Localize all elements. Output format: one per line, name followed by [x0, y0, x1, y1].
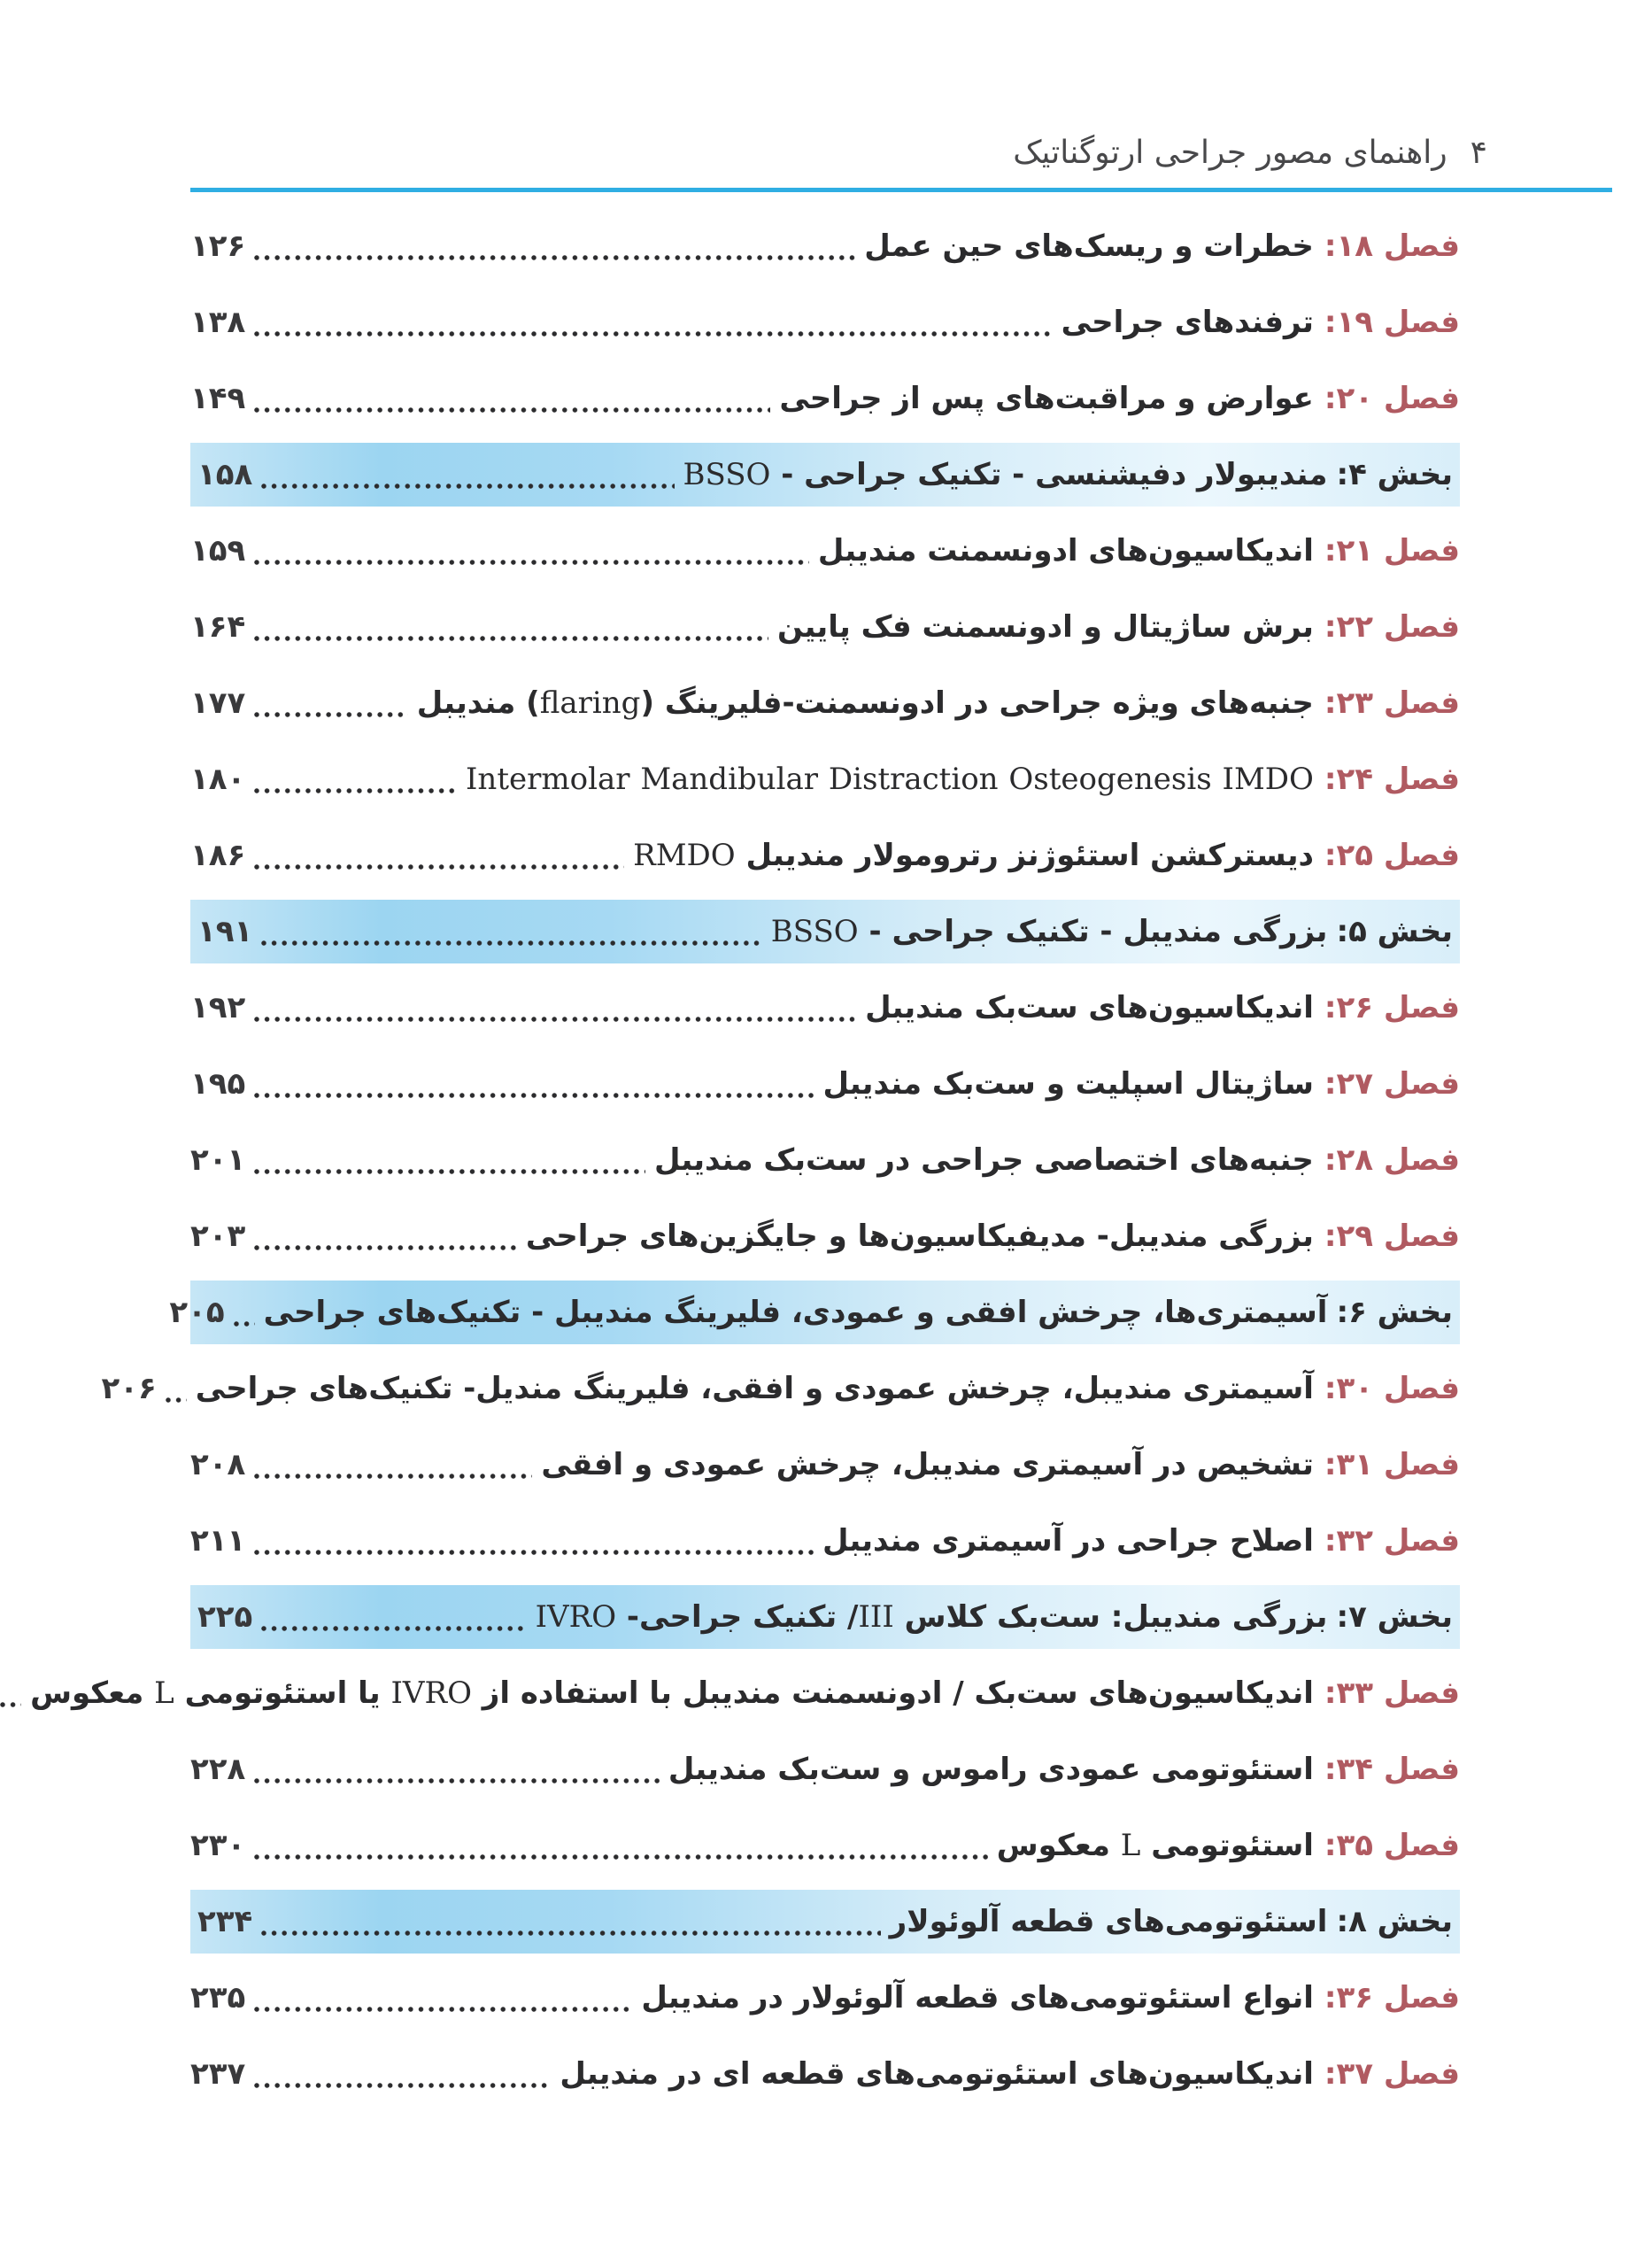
toc-entry-page-number: ۲۳۵	[190, 1980, 246, 2016]
toc-entry-label: بخش ۸:	[1336, 1904, 1453, 1939]
toc-chapter-row	[190, 1198, 1460, 1274]
latin-term: BSSO	[770, 914, 859, 949]
toc-entry-title: جنبه‌های ویژه جراحی در ادونسمنت-فلیرینگ (flaring) مندیبل	[416, 685, 1314, 721]
toc-entry-label: فصل ۲۳:	[1324, 685, 1460, 721]
toc-entry-page-number: ۲۳۷	[190, 2056, 246, 2092]
latin-term: IVRO	[535, 1599, 617, 1635]
dotted-leader	[254, 1550, 814, 1555]
toc-entry-label: فصل ۳۰:	[1324, 1371, 1460, 1406]
toc-entry-title: اندیکاسیون‌های ست‌بک مندیبل	[865, 990, 1314, 1025]
toc-entry-page-number: ۲۰۶	[101, 1371, 157, 1406]
toc-entry-label: فصل ۲۶:	[1324, 990, 1460, 1025]
dotted-leader	[234, 1321, 255, 1327]
latin-term: Intermolar	[466, 762, 630, 797]
dotted-leader	[166, 1397, 187, 1403]
toc-entry-page-number: ۱۸۰	[190, 762, 246, 797]
dotted-leader	[254, 2007, 632, 2012]
toc-entry-page-number: ۲۲۸	[190, 1752, 246, 1787]
toc-chapter-row	[190, 741, 1460, 817]
toc-list	[30, 208, 1460, 2112]
toc-entry-label: بخش ۵:	[1336, 914, 1453, 949]
toc-entry-title: تشخیص در آسیمتری مندیبل، چرخش عمودی و افقی	[541, 1447, 1314, 1482]
toc-entry-title: مندیبولار دفیشنسی - تکنیک جراحی - BSSO	[683, 457, 1328, 492]
toc-entry-title: اندیکاسیون‌های ست‌بک / ادونسمنت مندیبل با استفاده از IVRO یا استئوتومی L معکوس	[30, 1675, 1314, 1711]
toc-entry-label: فصل ۲۷:	[1324, 1066, 1460, 1102]
toc-entry-title: استئوتومی L معکوس	[996, 1828, 1314, 1863]
toc-entry-title: برش ساژیتال و ادونسمنت فک پایین	[776, 609, 1314, 645]
toc-entry-page-number: ۲۰۸	[190, 1447, 246, 1482]
dotted-leader	[254, 636, 768, 641]
latin-term: Distraction	[828, 762, 999, 797]
toc-chapter-row	[190, 1046, 1460, 1122]
toc-entry-label: فصل ۲۰:	[1324, 381, 1460, 416]
toc-entry-label: فصل ۱۸:	[1324, 228, 1460, 264]
toc-chapter-row	[101, 1350, 1460, 1427]
dotted-leader	[254, 331, 1052, 337]
dotted-leader	[261, 1626, 526, 1631]
toc-entry-title: عوارض و مراقبت‌های پس از جراحی	[779, 381, 1314, 416]
toc-entry-page-number: ۲۳۴	[197, 1904, 253, 1939]
toc-entry-title	[466, 762, 1314, 797]
toc-entry-label: بخش ۶:	[1336, 1295, 1453, 1330]
dotted-leader	[254, 560, 809, 565]
latin-term: III	[858, 1599, 894, 1635]
toc-entry-title: بزرگی مندیبل- مدیفیکاسیون‌ها و جایگزین‌های جراحی	[525, 1219, 1314, 1254]
dotted-leader	[254, 1778, 660, 1783]
toc-entry-page-number: ۱۸۶	[190, 838, 246, 873]
toc-entry-page-number: ۱۳۸	[190, 305, 246, 340]
toc-chapter-row	[190, 1731, 1460, 1807]
dotted-leader	[254, 1245, 517, 1250]
toc-entry-page-number: ۱۹۲	[190, 990, 246, 1025]
toc-entry-title: جنبه‌های اختصاصی جراحی در ست‌بک مندیبل	[653, 1142, 1314, 1178]
toc-entry-title: ساژیتال اسپلیت و ست‌بک مندیبل	[822, 1066, 1314, 1102]
toc-chapter-row	[30, 1655, 1460, 1731]
toc-entry-title: انواع استئوتومی‌های قطعه آلوئولار در مندیبل	[641, 1980, 1314, 2016]
toc-entry-title: استئوتومی عمودی راموس و ست‌بک مندیبل	[668, 1752, 1314, 1787]
latin-term: Osteogenesis	[1008, 762, 1212, 797]
toc-entry-page-number: ۱۹۱	[197, 914, 253, 949]
toc-entry-label: فصل ۲۴:	[1324, 762, 1460, 797]
toc-chapter-row	[190, 513, 1460, 589]
dotted-leader	[0, 1702, 21, 1707]
dotted-leader	[254, 864, 624, 870]
toc-entry-title: بزرگی مندیبل - تکنیک جراحی - BSSO	[770, 914, 1328, 949]
dotted-leader	[254, 1169, 645, 1174]
toc-entry-title: اصلاح جراحی در آسیمتری مندیبل	[822, 1523, 1314, 1559]
toc-chapter-row	[190, 1960, 1460, 2036]
toc-entry-page-number: ۱۹۵	[190, 1066, 246, 1102]
header-book-title: راهنمای مصور جراحی ارتوگناتیک	[1013, 135, 1447, 171]
toc-chapter-row	[190, 1122, 1460, 1198]
latin-term: Mandibular	[640, 762, 819, 797]
dotted-leader	[254, 1854, 987, 1860]
toc-entry-title: آسیمتری مندیبل، چرخش عمودی و افقی، فلیرینگ مندیل- تکنیک‌های جراحی	[195, 1371, 1314, 1406]
dotted-leader	[254, 255, 855, 260]
dotted-leader	[261, 1930, 880, 1936]
toc-entry-page-number: ۲۰۳	[190, 1219, 246, 1254]
latin-term: BSSO	[683, 457, 771, 492]
toc-entry-label: بخش ۴:	[1336, 457, 1453, 492]
toc-chapter-row	[190, 665, 1460, 741]
latin-term: IMDO	[1222, 762, 1314, 797]
toc-chapter-row	[190, 284, 1460, 360]
toc-section-row	[190, 894, 1460, 970]
toc-entry-page-number: ۱۵۹	[190, 533, 246, 569]
latin-term: flaring	[539, 685, 641, 721]
toc-chapter-row	[190, 1503, 1460, 1579]
header-page-number: ۴	[1470, 135, 1487, 171]
toc-entry-label: بخش ۷:	[1336, 1599, 1453, 1635]
toc-entry-page-number: ۲۰۵	[169, 1295, 225, 1330]
toc-chapter-row	[190, 970, 1460, 1046]
toc-entry-page-number: ۲۰۱	[190, 1142, 246, 1178]
toc-entry-label: فصل ۳۶:	[1324, 1980, 1460, 2016]
toc-entry-page-number: ۲۳۰	[190, 1828, 246, 1863]
latin-term: L	[154, 1675, 174, 1711]
dotted-leader	[254, 407, 770, 413]
toc-chapter-row	[190, 360, 1460, 437]
toc-entry-label: فصل ۲۵:	[1324, 838, 1460, 873]
toc-entry-page-number: ۱۶۴	[190, 609, 246, 645]
toc-entry-label: فصل ۱۹:	[1324, 305, 1460, 340]
dotted-leader	[254, 712, 407, 717]
toc-entry-page-number: ۱۵۸	[197, 457, 253, 492]
dotted-leader	[254, 2083, 551, 2088]
toc-entry-label: فصل ۲۹:	[1324, 1219, 1460, 1254]
toc-section-row	[190, 1579, 1460, 1655]
toc-chapter-row	[190, 2036, 1460, 2112]
toc-chapter-row	[190, 1427, 1460, 1503]
toc-entry-page-number: ۲۱۱	[190, 1523, 246, 1559]
latin-term: IVRO	[390, 1675, 472, 1711]
dotted-leader	[254, 788, 457, 793]
dotted-leader	[261, 940, 762, 946]
toc-entry-page-number: ۱۴۹	[190, 381, 246, 416]
toc-chapter-row	[190, 589, 1460, 665]
toc-section-row	[190, 1884, 1460, 1960]
latin-term: L	[1120, 1828, 1141, 1863]
toc-entry-label: فصل ۳۵:	[1324, 1828, 1460, 1863]
dotted-leader	[254, 1017, 856, 1022]
dotted-leader	[261, 484, 674, 489]
toc-entry-label: فصل ۳۱:	[1324, 1447, 1460, 1482]
toc-entry-label: فصل ۲۲:	[1324, 609, 1460, 645]
toc-chapter-row	[190, 208, 1460, 284]
toc-entry-page-number: ۱۲۶	[190, 228, 246, 264]
toc-entry-label: فصل ۲۱:	[1324, 533, 1460, 569]
latin-term: RMDO	[633, 838, 736, 873]
page-header	[1013, 135, 1487, 171]
toc-entry-label: فصل ۳۳:	[1324, 1675, 1460, 1711]
toc-entry-title: ترفندهای جراحی	[1061, 305, 1314, 340]
toc-chapter-row	[190, 817, 1460, 894]
toc-entry-title: اندیکاسیون‌های ادونسمنت مندیبل	[817, 533, 1314, 569]
toc-entry-label: فصل ۳۲:	[1324, 1523, 1460, 1559]
header-rule	[190, 188, 1612, 192]
dotted-leader	[254, 1474, 532, 1479]
toc-entry-label: فصل ۲۸:	[1324, 1142, 1460, 1178]
toc-section-row	[169, 1274, 1460, 1350]
toc-entry-title: بزرگی مندیبل: ست‌بک کلاس III/ تکنیک جراحی- IVRO	[535, 1599, 1328, 1635]
toc-entry-title: دیسترکشن استئوژنز رترومولار مندیبل RMDO	[633, 838, 1314, 873]
toc-entry-label: فصل ۳۷:	[1324, 2056, 1460, 2092]
dotted-leader	[254, 1093, 814, 1098]
toc-entry-title: استئوتومی‌های قطعه آلوئولار	[889, 1904, 1328, 1939]
toc-entry-title: آسیمتری‌ها، چرخش افقی و عمودی، فلیرینگ مندیبل - تکنیک‌های جراحی	[263, 1295, 1328, 1330]
toc-section-row	[190, 437, 1460, 513]
toc-entry-title: اندیکاسیون‌های استئوتومی‌های قطعه ای در مندیبل	[560, 2056, 1314, 2092]
toc-entry-page-number: ۲۲۵	[197, 1599, 253, 1635]
toc-entry-page-number: ۱۷۷	[190, 685, 246, 721]
toc-entry-label: فصل ۳۴:	[1324, 1752, 1460, 1787]
toc-chapter-row	[190, 1807, 1460, 1884]
toc-entry-title: خطرات و ریسک‌های حین عمل	[864, 228, 1314, 264]
